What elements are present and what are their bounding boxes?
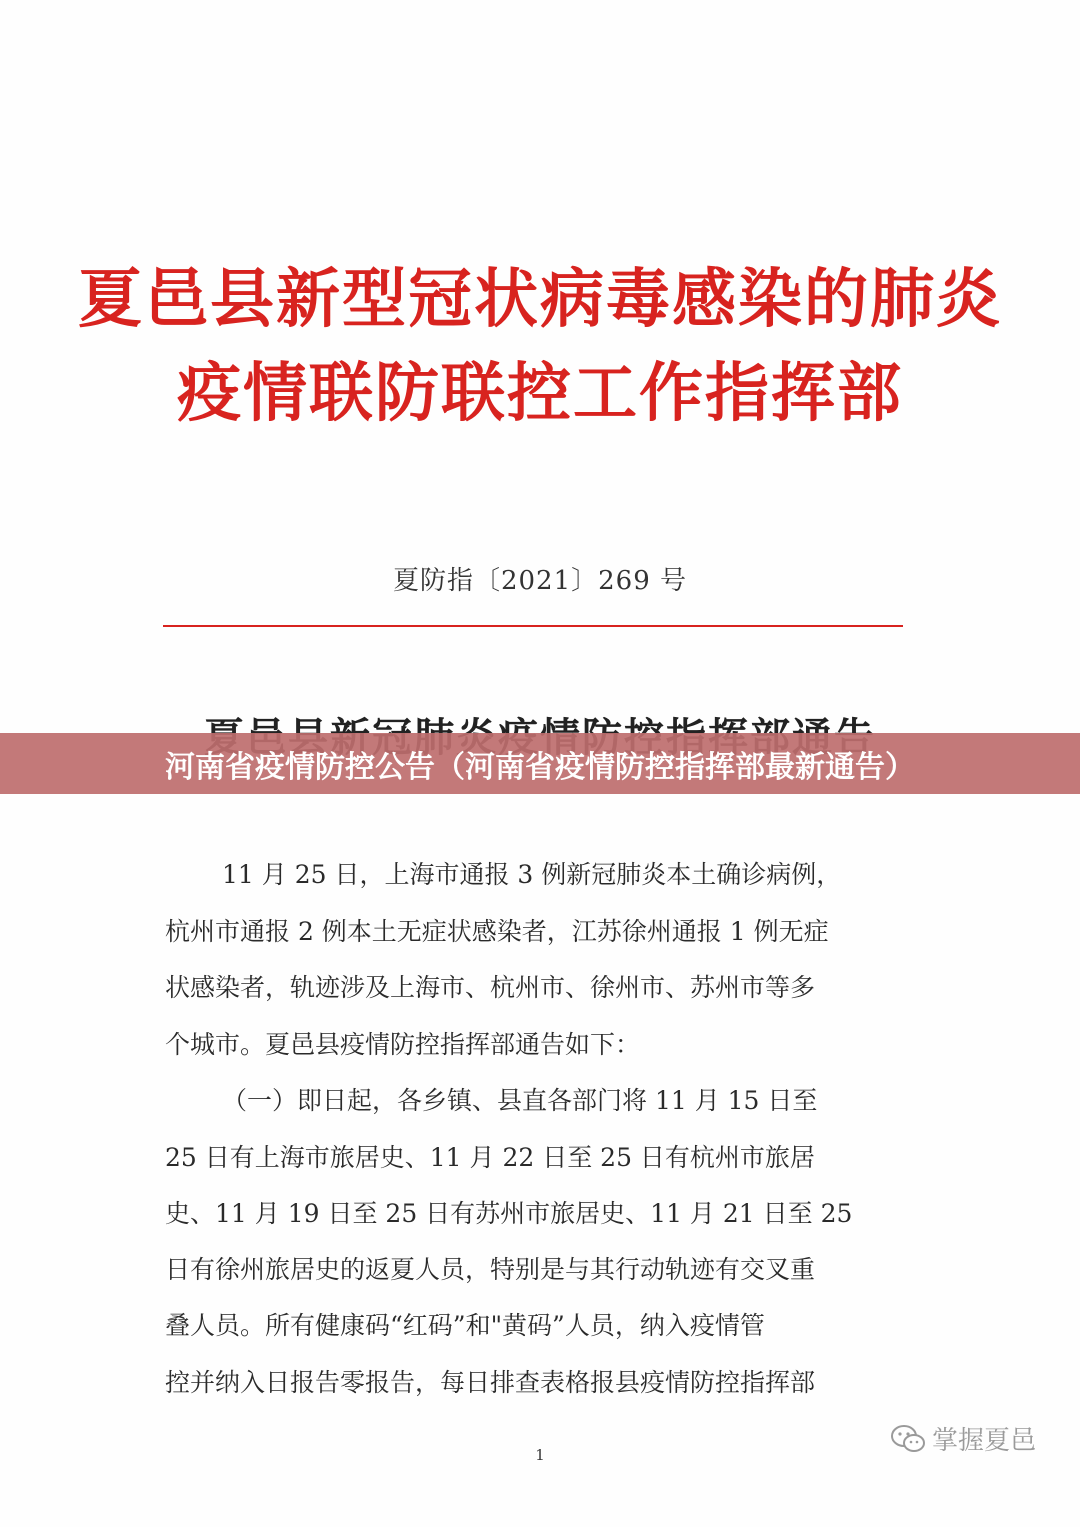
body-line: 史、11 月 19 日至 25 日有苏州市旅居史、11 月 21 日至 25 bbox=[165, 1199, 853, 1228]
body-line: 状感染者，轨迹涉及上海市、杭州市、徐州市、苏州市等多 bbox=[165, 973, 816, 1002]
body-line: 叠人员。所有健康码“红码”和"黄码”人员，纳入疫情管 bbox=[165, 1311, 765, 1340]
document-header-line-2: 疫情联防联控工作指挥部 bbox=[177, 357, 903, 431]
body-line: 11 月 25 日，上海市通报 3 例新冠肺炎本土确诊病例， bbox=[222, 860, 842, 889]
body-line: 个城市。夏邑县疫情防控指挥部通告如下： bbox=[165, 1030, 641, 1059]
document-header-line-1: 夏邑县新型冠状病毒感染的肺炎 bbox=[78, 263, 1002, 337]
watermark-text: 掌握夏邑 bbox=[932, 1426, 1037, 1456]
body-line: （一）即日起，各乡镇、县直各部门将 11 月 15 日至 bbox=[222, 1086, 818, 1115]
body-line: 杭州市通报 2 例本土无症状感染者，江苏徐州通报 1 例无症 bbox=[165, 917, 829, 946]
wechat-icon bbox=[890, 1424, 926, 1454]
watermark bbox=[890, 1420, 1036, 1457]
body-line: 25 日有上海市旅居史、11 月 22 日至 25 日有杭州市旅居 bbox=[165, 1143, 815, 1172]
title-banner bbox=[0, 733, 1080, 794]
banner-title: 河南省疫情防控公告（河南省疫情防控指挥部最新通告） bbox=[165, 749, 915, 785]
red-divider bbox=[163, 625, 903, 627]
document-number: 夏防指〔2021〕269 号 bbox=[392, 566, 688, 596]
body-line: 日有徐州旅居史的返夏人员，特别是与其行动轨迹有交叉重 bbox=[165, 1255, 816, 1284]
body-line: 控并纳入日报告零报告，每日排查表格报县疫情防控指挥部 bbox=[165, 1368, 816, 1397]
page-number: 1 bbox=[535, 1446, 545, 1464]
